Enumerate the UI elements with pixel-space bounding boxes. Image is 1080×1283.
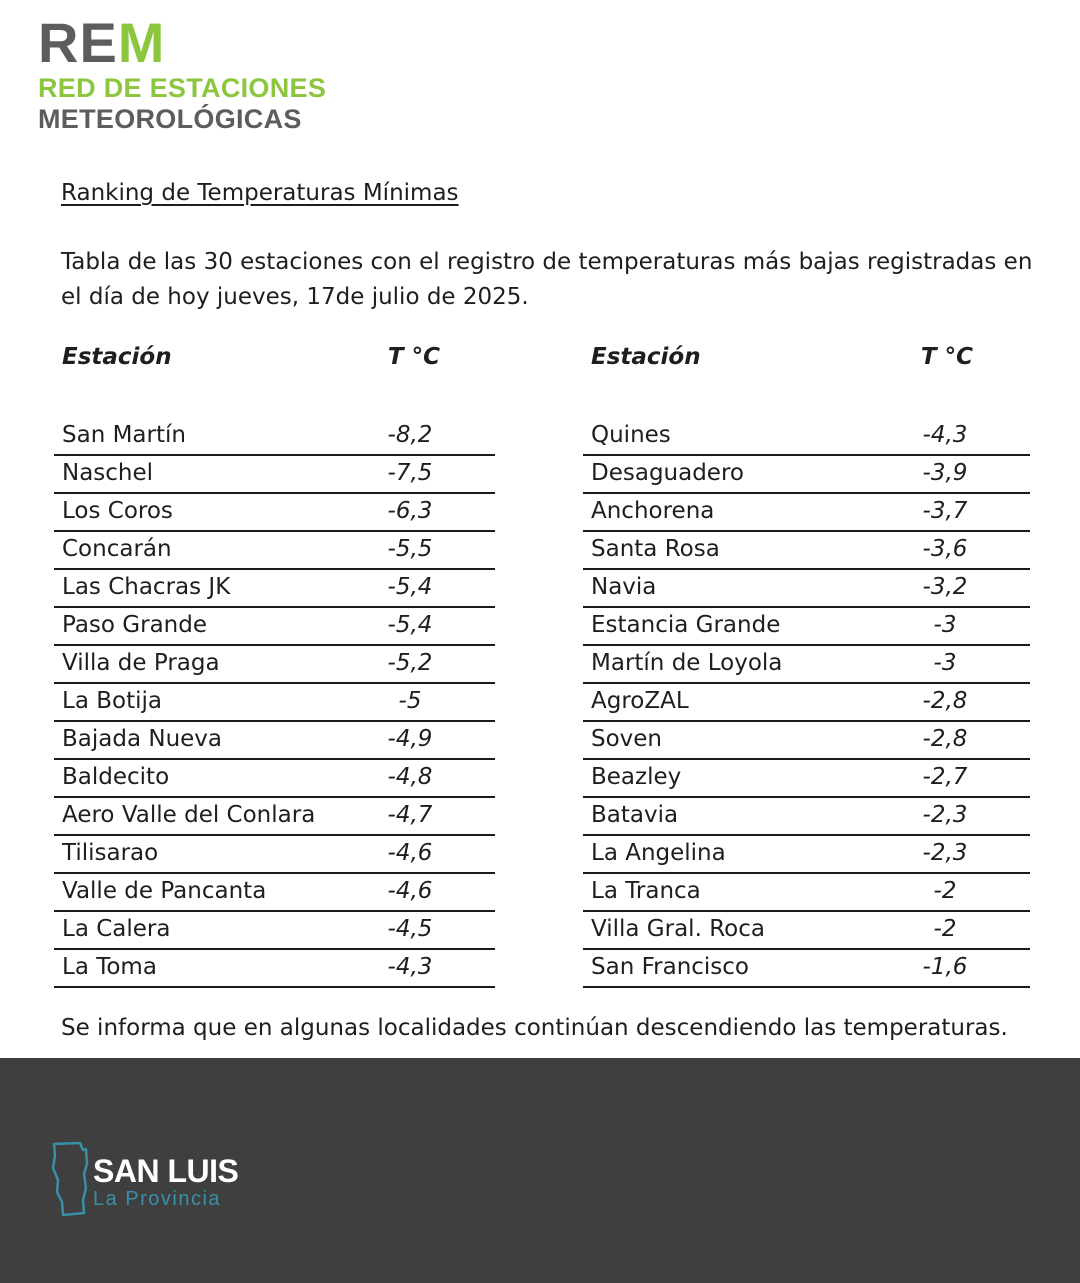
table-row [583,532,1030,570]
table-rows [583,418,1030,988]
min-temperature: -3,9 [922,460,968,486]
min-temperature: -4,7 [387,802,433,828]
min-temperature: -4,8 [387,764,433,790]
table-row [54,418,495,456]
min-temperature: -4,6 [387,840,433,866]
table-row [54,494,495,532]
ranking-table-right [583,344,1030,988]
rem-logo-line2: METEOROLÓGICAS [38,104,302,134]
min-temperature: -2 [933,878,957,904]
table-row [583,836,1030,874]
station-name: Aero Valle del Conlara [62,802,316,828]
table-row [54,950,495,988]
station-name: Villa Gral. Roca [591,916,765,942]
table-row [583,646,1030,684]
table-row [583,760,1030,798]
min-temperature: -3,2 [922,574,968,600]
station-name: Las Chacras JK [62,574,231,600]
station-name: Desaguadero [591,460,744,486]
table-row [54,684,495,722]
station-name: Los Coros [62,498,173,524]
station-name: Estancia Grande [591,612,781,638]
temp-column-header: T °C [387,344,440,370]
station-name: Tilisarao [62,840,159,866]
table-row [583,722,1030,760]
table-row [583,608,1030,646]
station-name: Villa de Praga [62,650,220,676]
min-temperature: -3 [933,612,957,638]
table-row [583,912,1030,950]
table-row [583,570,1030,608]
rem-logo-line1: RED DE ESTACIONES [38,73,327,103]
station-column-header: Estación [591,344,701,370]
station-name: La Botija [62,688,162,714]
station-name: Concarán [62,536,172,562]
temp-column-header: T °C [920,344,973,370]
san-luis-map-icon [50,1140,92,1220]
station-name: Soven [591,726,663,752]
min-temperature: -2,3 [922,802,968,828]
station-name: Baldecito [62,764,170,790]
min-temperature: -4,5 [387,916,433,942]
min-temperature: -5,2 [387,650,433,676]
table-row [583,418,1030,456]
min-temperature: -3 [933,650,957,676]
page-title: Ranking de Temperaturas Mínimas [61,180,459,206]
min-temperature: -2,3 [922,840,968,866]
table-row [54,570,495,608]
san-luis-logo-text [93,1154,238,1210]
san-luis-logo-sub: La Provincia [93,1188,222,1210]
station-name: La Angelina [591,840,726,866]
table-row [583,798,1030,836]
station-name: Valle de Pancanta [62,878,267,904]
station-name: Paso Grande [62,612,207,638]
table-row [583,494,1030,532]
rem-logo [38,11,327,135]
rem-logo-m: M [117,11,166,74]
table-rows [54,418,495,988]
min-temperature: -5,5 [387,536,433,562]
min-temperature: -1,6 [922,954,968,980]
min-temperature: -4,9 [387,726,433,752]
station-name: AgroZAL [591,688,689,714]
min-temperature: -2,8 [922,726,968,752]
intro-paragraph: Tabla de las 30 estaciones con el registro de temperaturas más bajas registradas en el día de hoy jueves, 17de julio de 2025. [61,249,1033,310]
table-row [54,646,495,684]
min-temperature: -2 [933,916,957,942]
min-temperature: -5,4 [387,612,433,638]
station-name: Bajada Nueva [62,726,223,752]
table-row [583,684,1030,722]
table-row [54,532,495,570]
station-name: Navia [591,574,657,600]
min-temperature: -3,7 [922,498,968,524]
min-temperature: -8,2 [387,422,433,448]
min-temperature: -5 [398,688,422,714]
table-row [54,874,495,912]
station-name: La Tranca [591,878,701,904]
table-row [583,950,1030,988]
min-temperature: -4,3 [922,422,968,448]
station-name: La Toma [62,954,157,980]
min-temperature: -4,3 [387,954,433,980]
table-row [54,912,495,950]
table-header [583,344,1030,380]
station-name: Santa Rosa [591,536,720,562]
min-temperature: -4,6 [387,878,433,904]
table-row [54,760,495,798]
min-temperature: -7,5 [387,460,433,486]
min-temperature: -2,8 [922,688,968,714]
station-name: Anchorena [591,498,715,524]
station-name: La Calera [62,916,171,942]
station-name: Beazley [591,764,682,790]
table-row [54,722,495,760]
rem-logo-re: RE [38,11,118,74]
table-row [54,608,495,646]
table-row [54,798,495,836]
station-column-header: Estación [62,344,172,370]
station-name: Quines [591,422,671,448]
table-row [54,456,495,494]
min-temperature: -5,4 [387,574,433,600]
footnote: Se informa que en algunas localidades continúan descendiendo las temperaturas. [61,1015,1008,1041]
table-row [583,874,1030,912]
station-name: San Martín [62,422,186,448]
station-name: Naschel [62,460,154,486]
san-luis-logo-name: SAN LUIS [93,1153,239,1189]
ranking-table-left [54,344,495,988]
table-row [583,456,1030,494]
station-name: Martín de Loyola [591,650,783,676]
station-name: San Francisco [591,954,750,980]
rem-logo-mark [38,11,326,74]
footer-band [0,1058,1080,1283]
table-header [54,344,495,380]
station-name: Batavia [591,802,679,828]
min-temperature: -6,3 [387,498,433,524]
min-temperature: -2,7 [922,764,968,790]
min-temperature: -3,6 [922,536,968,562]
table-row [54,836,495,874]
